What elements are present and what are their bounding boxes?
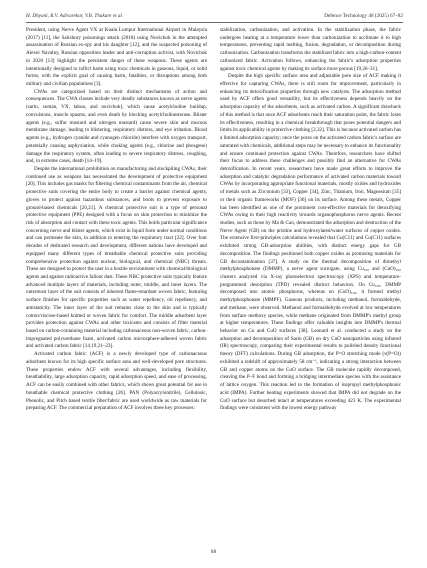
left-paragraph-3: Despite the international prohibition on manufacturing and stockpiling CWAs, their continued use as weapons has necessitated the development of protective equipment [20]. This includes gas masks for filtering chemical contaminants from the air, chemical protective suits covering the entire body to create a barrier against chemical agents, gloves to protect against hazardous substances, and boots to prevent exposure to ground-based chemicals [20,21]. A chemical protective suit is a type of personal protective equipment (PPE) designed with a focus on skin protection to minimize the risk of absorption and contact with these toxic agents. This holds particular significance concerning nerve and blister agents, which exist in liquid form under normal conditions and can permeate the skin, in addition to entering the respiratory tract [22]. Over four decades of dedicated research and development, different nations have developed and equipped many different types of breathable chemical protective suits providing comprehensive protection against nuclear, biological, and chemical (NBC) threats. These are designed to protect the user in a hostile environment with chemical/biological agents and against radioactive fallout dust. These NBC protective suits typically feature advanced multiple layers of materials, including outer, middle, and inner layers. The outermost layer of the suit consists of inherent flame-retardant woven fabric, featuring surface finishes for specific properties such as water repellency, oil repellency, and antistaticity. The inner layer of the suit remains close to the skin and is typically cotton/viscose-based knitted or woven fabric for comfort. The middle adsorbent layer provides protection against CWAs and other toxicants and consists of filter material based on carbon-containing material including carbonaceous non-woven fabric, carbon-impregnated polyurethane foam, activated carbon microsphere-adhered woven fabric and activated carbon fabric [14,19,21–23]. (26, 165, 207, 350)
right-column (220, 27, 401, 542)
right-paragraph-2: Despite the high specific surface area and adjustable pore size of ACF making it effective for capturing CWAs, there is still room for improvement, particularly in enhancing its detoxification properties through new catalysts. The adsorption method used by ACF offers good versatility, but its effectiveness depends heavily on the adsorption capacity of the adsorbents, such as activated carbon. A significant drawback of this method is that once ACF adsorbents reach their saturation point, the fabric loses its effectiveness, resulting in a chemical breakthrough that poses potential dangers and limits its applicability in protective clothing [2,32]. This is because activated carbon has a limited adsorption capacity; once the pores on the activated carbon fabric's surface are saturated with chemicals, additional steps may be necessary to enhance its functionality and ensure continued protection against CWAs. Therefore, researchers have shifted their focus to address these challenges and possibly find an alternative for CWAs detoxification. In recent years, researchers have made great efforts to improve the adsorption and catalytic degradation performance of activated carbon materials toward CWAs by incorporating appropriate functional materials, mostly oxides and hydroxides of metals such as Zirconium [33], Copper [34], Zinc, Titanium, Iron, Magnesium [35] or their organic frameworks (MOF) [36] on its surface. Among these metals, Copper has been identified as one of the prominent cost-effective materials for detoxifying CWAs owing to their high reactivity towards organophosphorus nerve agents. Recent studies, such as those by Ma & Cao, demonstrated the adsorption and destruction of the Nerve Agent (GB) on the pristine and hydroxylated/water surfaces of copper oxides. The extensive first-principles calculations revealed that Cu(C11) and Cu(C11) surfaces exhibited strong GB-adsorption abilities, with distinct energy gaps for GB decomposition. The findings positioned both copper oxides as promising materials for GB decontamination [37]. A study on the thermal decomposition of dimethyl methylphosphonate (DMMP), a nerve agent surrogate, using Cu₁₀₀ and (CuO)₁₀₀ clusters analyzed via X-ray photoelectron spectroscopy (XPS) and temperature-programmed desorption (TPD) revealed distinct behaviors. On Cu₁₀₀, DMMP decomposed into atomic phosphorus, whereas on (CuO)₁₀₀, it formed methyl methylphosphonate (MMPF). Gaseous products, including methanol, formaldehyde, and methane, were observed. Methanol and formaldehyde evolved at low temperatures from surface methoxy species, while methane originated from DMMP's methyl group at higher temperatures. These findings offer valuable insights into DMMP's thermal behavior on Cu and CuO surfaces [38]. Leonard et al. conducted a study on the adsorption and decomposition of Sarin (GB) on dry CuO nanoparticles using infrared (IR) spectroscopy, comparing their experimental results to polished density functional theory (DFT) calculations. During GB adsorption, the P=O stretching mode (ν(P=O)) exhibited a redshift of approximately 58 cm⁻¹, indicating a strong interaction between GB and copper atoms on the CuO surface. The GB molecule rapidly decomposed, cleaving the P–F bond and forming a bridging intermediate species with the assistance of lattice oxygen. This reaction led to the formation of isopropyl methylphosphonic acid (IMPA). Further heating experiments showed that IMPA did not degrade on the CuO surface but desorbed intact at temperatures exceeding 423 K. The experimental findings were consistent with the lowest energy pathway (220, 73, 401, 412)
header-authors: H. Dhyani, R.V. Adivarekar, V.B. Thakare et al. (26, 13, 124, 19)
right-paragraph-1: stabilization, carbonization, and activation. In the stabilization phase, the fabric undergoes heating at a temperature lower than carbonization to acclimate it to high temperatures, preventing rapid melting, fusion, degradation, or decomposition during carbonization. Carbonization transforms the stabilized fabric into a high-carbon-content carbonized fabric. Activation follows, enhancing the fabric's adsorption properties against toxic chemical agents by making its surface more porous [19,26–31]. (220, 27, 401, 72)
running-header (26, 11, 403, 21)
left-paragraph-2: CWAs are categorized based on their distinct mechanisms of action and consequences. The CWA classes include very deadly substances known as nerve agents (sarin, soman, VX, tabun, and novichok), which cause acetylcholine buildup, convulsions, muscle spasms, and even death by blocking acetylcholinesterase. Blister agents (e.g., sulfur mustard and nitrogen mustard) cause severe skin and mucous membrane damage, leading to blistering, respiratory distress, and eye irritation. Blood agents (e.g., hydrogen cyanide and cyanogen chloride) interfere with oxygen transport, potentially causing asphyxiation, while choking agents (e.g., chlorine and phosgene) damage the respiratory system, often leading to severe respiratory distress, coughing, and, in extreme cases, death [14–19]. (26, 88, 207, 165)
header-rule (26, 22, 403, 23)
left-paragraph-1: President, using Nerve Agent VX at Kuala Lumpur International Airport in Malaysia (2017) [11], the Salisbury poisonings attack (2018) using Novichok in the attempted assassination of Russian ex-spy and his daughter [12], and the suspected poisoning of Alexei Navalny, Russian opposition leader and anti-corruption activist, with Novichok in 2020 [13] highlight the persistent danger of these weapons. These agents are intentionally designed to inflict harm using toxic chemicals in gaseous, liquid, or solid forms, with the explicit goal of causing harm, fatalities, or disruptions among both military and civilian populations [3]. (26, 27, 207, 88)
left-paragraph-4: Activated carbon fabric (ACF) is a newly developed type of carbonaceous adsorbent known for its high specific surface area and well-developed pore structures. These properties endow ACF with several advantages, including flexibility, breathability, large adsorption capacity, rapid adsorption speed, and ease of processing. ACF can be easily combined with other fabrics, which shows great potential for use in breathable chemical protective clothing [26]. PAN (Polyacrylonitrile), Cellulosic, Phenolic, and Pitch based textile fiber/fabric are used worldwide as raw materials for preparing ACF. The commercial preparation of ACF involves three key processes: (26, 351, 207, 412)
header-journal: Defence Technology 48 (2025) 67–82 (324, 13, 403, 19)
left-column (26, 27, 207, 542)
page-number: 68 (210, 549, 217, 555)
